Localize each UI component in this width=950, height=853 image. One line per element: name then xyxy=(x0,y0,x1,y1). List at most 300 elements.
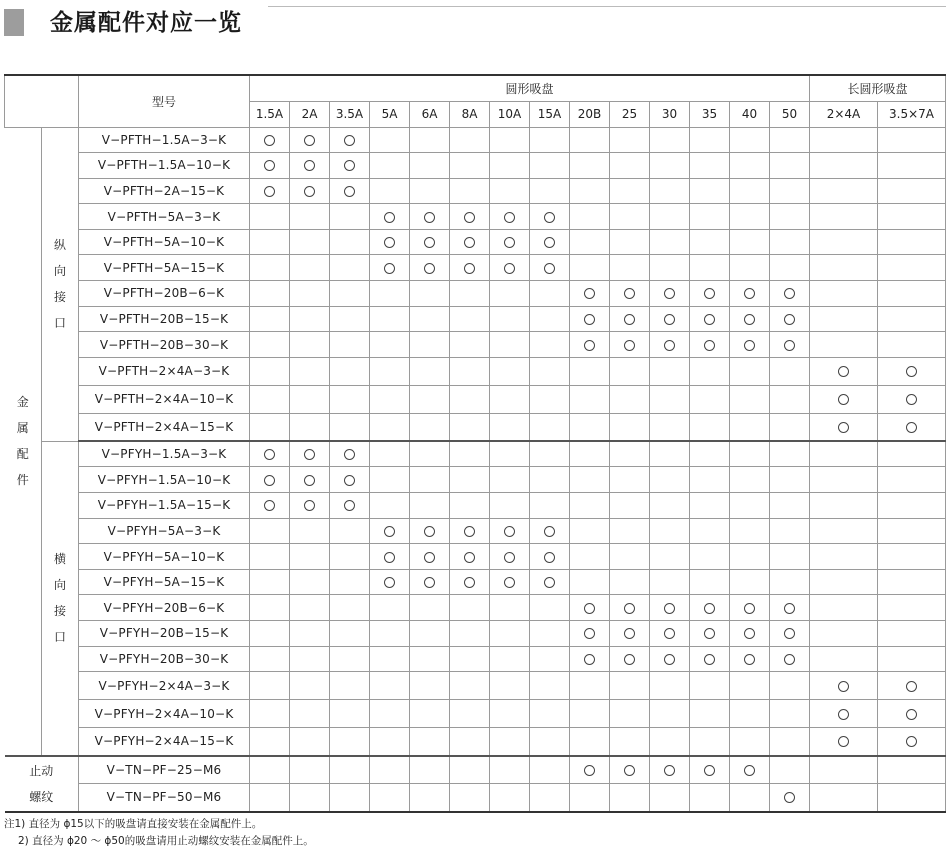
compat-cell xyxy=(450,204,490,230)
compat-cell xyxy=(250,569,290,595)
compat-cell xyxy=(650,518,690,544)
compat-cell xyxy=(370,493,410,519)
compat-cell xyxy=(450,281,490,307)
compat-cell xyxy=(370,332,410,358)
compatible-mark-icon xyxy=(584,765,595,776)
compatible-mark-icon xyxy=(384,263,395,274)
compat-cell xyxy=(570,595,610,621)
compatible-mark-icon xyxy=(784,288,795,299)
compat-cell xyxy=(250,595,290,621)
model-cell: V−PFYH−1.5A−15−K xyxy=(79,493,250,519)
compat-cell xyxy=(330,518,370,544)
compat-cell xyxy=(370,595,410,621)
compat-cell xyxy=(530,441,570,467)
compat-cell xyxy=(878,595,946,621)
compat-cell xyxy=(610,441,650,467)
compat-cell xyxy=(490,544,530,570)
group-horizontal-port-char: 口 xyxy=(53,630,66,645)
compat-cell xyxy=(730,281,770,307)
compatible-mark-icon xyxy=(624,654,635,665)
compat-cell xyxy=(370,672,410,700)
table-row xyxy=(5,672,946,700)
compat-cell xyxy=(730,518,770,544)
compat-cell xyxy=(770,646,810,672)
compat-cell xyxy=(610,413,650,441)
compat-cell xyxy=(450,595,490,621)
group-horizontal-port-char: 横 xyxy=(53,552,66,567)
compat-cell xyxy=(330,413,370,441)
compat-cell xyxy=(690,756,730,784)
compatible-mark-icon xyxy=(584,603,595,614)
compat-cell xyxy=(250,728,290,756)
compat-cell xyxy=(810,153,878,179)
compatible-mark-icon xyxy=(784,603,795,614)
compatible-mark-icon xyxy=(264,160,275,171)
compatible-mark-icon xyxy=(504,526,515,537)
compat-cell xyxy=(878,621,946,647)
header-size-2: 3.5A xyxy=(330,101,370,127)
compat-cell xyxy=(530,281,570,307)
compat-cell xyxy=(330,385,370,413)
note-1: 注1) 直径为 ϕ15以下的吸盘请直接安装在金属配件上。 xyxy=(4,818,263,830)
compat-cell xyxy=(450,756,490,784)
group-metal-fittings xyxy=(5,127,42,756)
compat-cell xyxy=(410,493,450,519)
compat-cell xyxy=(730,700,770,728)
compat-cell xyxy=(770,518,810,544)
compat-cell xyxy=(878,357,946,385)
header-size-7: 15A xyxy=(530,101,570,127)
compat-cell xyxy=(610,569,650,595)
compat-cell xyxy=(330,306,370,332)
compatible-mark-icon xyxy=(664,340,675,351)
compat-cell xyxy=(610,700,650,728)
compatible-mark-icon xyxy=(624,603,635,614)
compat-cell xyxy=(690,413,730,441)
compat-cell xyxy=(410,784,450,812)
compat-cell xyxy=(570,385,610,413)
compat-cell xyxy=(690,784,730,812)
compat-cell xyxy=(878,784,946,812)
compat-cell xyxy=(250,385,290,413)
compat-cell xyxy=(490,385,530,413)
compat-cell xyxy=(370,441,410,467)
header-size-4: 6A xyxy=(410,101,450,127)
compat-cell xyxy=(878,756,946,784)
compatible-mark-icon xyxy=(838,394,849,405)
compat-cell xyxy=(650,281,690,307)
compat-cell xyxy=(810,646,878,672)
compat-cell xyxy=(490,756,530,784)
compat-cell xyxy=(650,229,690,255)
compatible-mark-icon xyxy=(504,577,515,588)
table-row xyxy=(5,178,946,204)
compatible-mark-icon xyxy=(624,765,635,776)
compat-cell xyxy=(690,178,730,204)
compat-cell xyxy=(810,728,878,756)
compat-cell xyxy=(410,441,450,467)
compat-cell xyxy=(650,569,690,595)
compatible-mark-icon xyxy=(584,288,595,299)
compat-cell xyxy=(810,621,878,647)
compatible-mark-icon xyxy=(344,500,355,511)
compat-cell xyxy=(490,646,530,672)
compat-cell xyxy=(690,127,730,153)
compat-cell xyxy=(370,621,410,647)
compat-cell xyxy=(250,332,290,358)
compat-cell xyxy=(610,229,650,255)
compat-cell xyxy=(610,385,650,413)
compat-cell xyxy=(570,700,610,728)
compat-cell xyxy=(490,672,530,700)
compat-cell xyxy=(290,385,330,413)
compat-cell xyxy=(770,467,810,493)
group-horizontal-port-char: 接 xyxy=(53,604,66,619)
compatible-mark-icon xyxy=(344,135,355,146)
header-rule xyxy=(268,6,946,7)
compat-cell xyxy=(250,493,290,519)
compat-cell xyxy=(330,595,370,621)
compatible-mark-icon xyxy=(544,237,555,248)
compat-cell xyxy=(290,621,330,647)
compat-cell xyxy=(878,281,946,307)
compat-cell xyxy=(730,569,770,595)
table-row xyxy=(5,728,946,756)
compat-cell xyxy=(770,672,810,700)
compatible-mark-icon xyxy=(664,765,675,776)
compat-cell xyxy=(730,756,770,784)
compat-cell xyxy=(490,255,530,281)
compatible-mark-icon xyxy=(784,314,795,325)
compat-cell xyxy=(410,728,450,756)
compat-cell xyxy=(410,385,450,413)
compat-cell xyxy=(530,385,570,413)
compat-cell xyxy=(450,728,490,756)
group-vertical-port-char: 口 xyxy=(53,316,66,331)
compatible-mark-icon xyxy=(664,603,675,614)
compat-cell xyxy=(290,569,330,595)
compat-cell xyxy=(730,229,770,255)
compat-cell xyxy=(530,595,570,621)
compatible-mark-icon xyxy=(906,366,917,377)
compat-cell xyxy=(530,467,570,493)
compat-cell xyxy=(290,441,330,467)
compat-cell xyxy=(450,153,490,179)
compat-cell xyxy=(370,467,410,493)
compatible-mark-icon xyxy=(344,475,355,486)
compat-cell xyxy=(570,413,610,441)
compat-cell xyxy=(878,672,946,700)
header-oval-size-0: 2×4A xyxy=(810,101,878,127)
compat-cell xyxy=(570,204,610,230)
compatible-mark-icon xyxy=(424,212,435,223)
compat-cell xyxy=(810,672,878,700)
model-cell: V−PFYH−2×4A−3−K xyxy=(79,672,250,700)
compat-cell xyxy=(570,306,610,332)
compat-cell xyxy=(730,332,770,358)
table-row xyxy=(5,153,946,179)
model-cell: V−PFYH−20B−15−K xyxy=(79,621,250,647)
compat-cell xyxy=(490,467,530,493)
compatible-mark-icon xyxy=(464,526,475,537)
compat-cell xyxy=(610,784,650,812)
compat-cell xyxy=(450,700,490,728)
compat-cell xyxy=(250,229,290,255)
compatible-mark-icon xyxy=(344,186,355,197)
compat-cell xyxy=(250,178,290,204)
compat-cell xyxy=(410,281,450,307)
compat-cell xyxy=(650,700,690,728)
compat-cell xyxy=(410,204,450,230)
compat-cell xyxy=(730,385,770,413)
compat-cell xyxy=(530,204,570,230)
compat-cell xyxy=(690,255,730,281)
compat-cell xyxy=(690,385,730,413)
compat-cell xyxy=(878,306,946,332)
compatible-mark-icon xyxy=(424,263,435,274)
table-row xyxy=(5,281,946,307)
compat-cell xyxy=(690,518,730,544)
group-stopper-thread xyxy=(5,756,79,812)
table-row xyxy=(5,441,946,467)
compatible-mark-icon xyxy=(304,500,315,511)
compat-cell xyxy=(878,255,946,281)
compat-cell xyxy=(730,672,770,700)
compat-cell xyxy=(530,357,570,385)
compat-cell xyxy=(330,127,370,153)
compat-cell xyxy=(770,255,810,281)
model-cell: V−PFTH−2A−15−K xyxy=(79,178,250,204)
table-row xyxy=(5,204,946,230)
compat-cell xyxy=(570,281,610,307)
compat-cell xyxy=(410,756,450,784)
compat-cell xyxy=(690,357,730,385)
compat-cell xyxy=(810,385,878,413)
table-row xyxy=(5,784,946,812)
model-cell: V−PFYH−5A−3−K xyxy=(79,518,250,544)
header-size-11: 35 xyxy=(690,101,730,127)
compat-cell xyxy=(650,728,690,756)
compat-cell xyxy=(450,385,490,413)
compat-cell xyxy=(610,178,650,204)
compat-cell xyxy=(450,306,490,332)
compat-cell xyxy=(570,153,610,179)
compat-cell xyxy=(370,544,410,570)
compatibility-table xyxy=(4,74,946,813)
compat-cell xyxy=(690,621,730,647)
compat-cell xyxy=(410,357,450,385)
compat-cell xyxy=(810,441,878,467)
compat-cell xyxy=(330,204,370,230)
compat-cell xyxy=(370,153,410,179)
model-cell: V−PFTH−1.5A−3−K xyxy=(79,127,250,153)
compatible-mark-icon xyxy=(744,765,755,776)
compat-cell xyxy=(410,467,450,493)
compat-cell xyxy=(650,306,690,332)
compat-cell xyxy=(570,357,610,385)
compat-cell xyxy=(730,441,770,467)
compat-cell xyxy=(290,784,330,812)
compatible-mark-icon xyxy=(784,654,795,665)
compat-cell xyxy=(410,255,450,281)
compat-cell xyxy=(330,332,370,358)
compat-cell xyxy=(730,595,770,621)
compat-cell xyxy=(878,413,946,441)
compat-cell xyxy=(410,621,450,647)
compat-cell xyxy=(570,672,610,700)
compatible-mark-icon xyxy=(744,603,755,614)
compat-cell xyxy=(370,306,410,332)
compat-cell xyxy=(770,756,810,784)
compat-cell xyxy=(878,441,946,467)
compatible-mark-icon xyxy=(384,526,395,537)
compat-cell xyxy=(530,756,570,784)
compat-cell xyxy=(770,595,810,621)
compatible-mark-icon xyxy=(838,736,849,747)
compat-cell xyxy=(250,153,290,179)
compat-cell xyxy=(610,595,650,621)
compat-cell xyxy=(878,178,946,204)
group-stopper-thread-char: 螺纹 xyxy=(29,789,54,804)
compat-cell xyxy=(490,728,530,756)
compat-cell xyxy=(250,467,290,493)
compat-cell xyxy=(690,493,730,519)
compat-cell xyxy=(810,306,878,332)
compatible-mark-icon xyxy=(664,654,675,665)
compatible-mark-icon xyxy=(424,526,435,537)
compat-cell xyxy=(770,127,810,153)
compatible-mark-icon xyxy=(264,449,275,460)
compat-cell xyxy=(490,700,530,728)
compat-cell xyxy=(330,700,370,728)
compatible-mark-icon xyxy=(464,212,475,223)
compatible-mark-icon xyxy=(624,340,635,351)
compatible-mark-icon xyxy=(838,422,849,433)
compatible-mark-icon xyxy=(384,577,395,588)
compatible-mark-icon xyxy=(906,681,917,692)
compat-cell xyxy=(570,646,610,672)
compat-cell xyxy=(370,127,410,153)
header-size-8: 20B xyxy=(570,101,610,127)
compat-cell xyxy=(410,153,450,179)
header-size-6: 10A xyxy=(490,101,530,127)
compat-cell xyxy=(530,153,570,179)
compatible-mark-icon xyxy=(664,628,675,639)
compat-cell xyxy=(690,229,730,255)
compat-cell xyxy=(370,204,410,230)
compat-cell xyxy=(810,178,878,204)
compat-cell xyxy=(330,281,370,307)
page-title: 金属配件对应一览 xyxy=(50,10,242,36)
compat-cell xyxy=(450,178,490,204)
compatible-mark-icon xyxy=(384,237,395,248)
compat-cell xyxy=(490,518,530,544)
compat-cell xyxy=(730,357,770,385)
compat-cell xyxy=(490,357,530,385)
compat-cell xyxy=(770,332,810,358)
table-row xyxy=(5,127,946,153)
compat-cell xyxy=(650,255,690,281)
compatible-mark-icon xyxy=(704,288,715,299)
compat-cell xyxy=(690,569,730,595)
compat-cell xyxy=(330,178,370,204)
compat-cell xyxy=(410,306,450,332)
compat-cell xyxy=(810,357,878,385)
compat-cell xyxy=(610,153,650,179)
compat-cell xyxy=(770,153,810,179)
header-model: 型号 xyxy=(79,75,250,127)
compat-cell xyxy=(610,728,650,756)
compat-cell xyxy=(410,178,450,204)
table-row xyxy=(5,621,946,647)
compatible-mark-icon xyxy=(504,237,515,248)
compat-cell xyxy=(490,441,530,467)
compat-cell xyxy=(290,178,330,204)
group-metal-fittings-char: 属 xyxy=(16,421,29,436)
compat-cell xyxy=(810,595,878,621)
model-cell: V−PFYH−1.5A−10−K xyxy=(79,467,250,493)
compat-cell xyxy=(250,756,290,784)
compat-cell xyxy=(330,784,370,812)
compat-cell xyxy=(810,569,878,595)
header-blank xyxy=(5,75,79,127)
compat-cell xyxy=(290,728,330,756)
compat-cell xyxy=(330,544,370,570)
compat-cell xyxy=(570,332,610,358)
compat-cell xyxy=(250,306,290,332)
compat-cell xyxy=(570,441,610,467)
compat-cell xyxy=(730,255,770,281)
compat-cell xyxy=(290,595,330,621)
compat-cell xyxy=(878,493,946,519)
compat-cell xyxy=(610,204,650,230)
compat-cell xyxy=(610,544,650,570)
compatible-mark-icon xyxy=(304,160,315,171)
compat-cell xyxy=(770,621,810,647)
compat-cell xyxy=(730,621,770,647)
compat-cell xyxy=(330,441,370,467)
compat-cell xyxy=(810,127,878,153)
compatible-mark-icon xyxy=(344,449,355,460)
table-row xyxy=(5,569,946,595)
compat-cell xyxy=(690,306,730,332)
compat-cell xyxy=(530,728,570,756)
compat-cell xyxy=(450,332,490,358)
compat-cell xyxy=(370,413,410,441)
compat-cell xyxy=(810,493,878,519)
compat-cell xyxy=(490,229,530,255)
compat-cell xyxy=(370,255,410,281)
compatible-mark-icon xyxy=(384,212,395,223)
compatible-mark-icon xyxy=(584,314,595,325)
compat-cell xyxy=(878,544,946,570)
model-cell: V−PFTH−2×4A−3−K xyxy=(79,357,250,385)
compat-cell xyxy=(810,544,878,570)
compatible-mark-icon xyxy=(264,475,275,486)
compatible-mark-icon xyxy=(584,654,595,665)
compat-cell xyxy=(878,127,946,153)
group-horizontal-port-char: 向 xyxy=(53,578,66,593)
model-cell: V−PFYH−1.5A−3−K xyxy=(79,441,250,467)
compatible-mark-icon xyxy=(744,340,755,351)
compat-cell xyxy=(530,544,570,570)
compatible-mark-icon xyxy=(744,288,755,299)
compat-cell xyxy=(530,413,570,441)
compat-cell xyxy=(410,413,450,441)
model-cell: V−PFYH−5A−10−K xyxy=(79,544,250,570)
compat-cell xyxy=(250,784,290,812)
model-cell: V−PFYH−20B−30−K xyxy=(79,646,250,672)
